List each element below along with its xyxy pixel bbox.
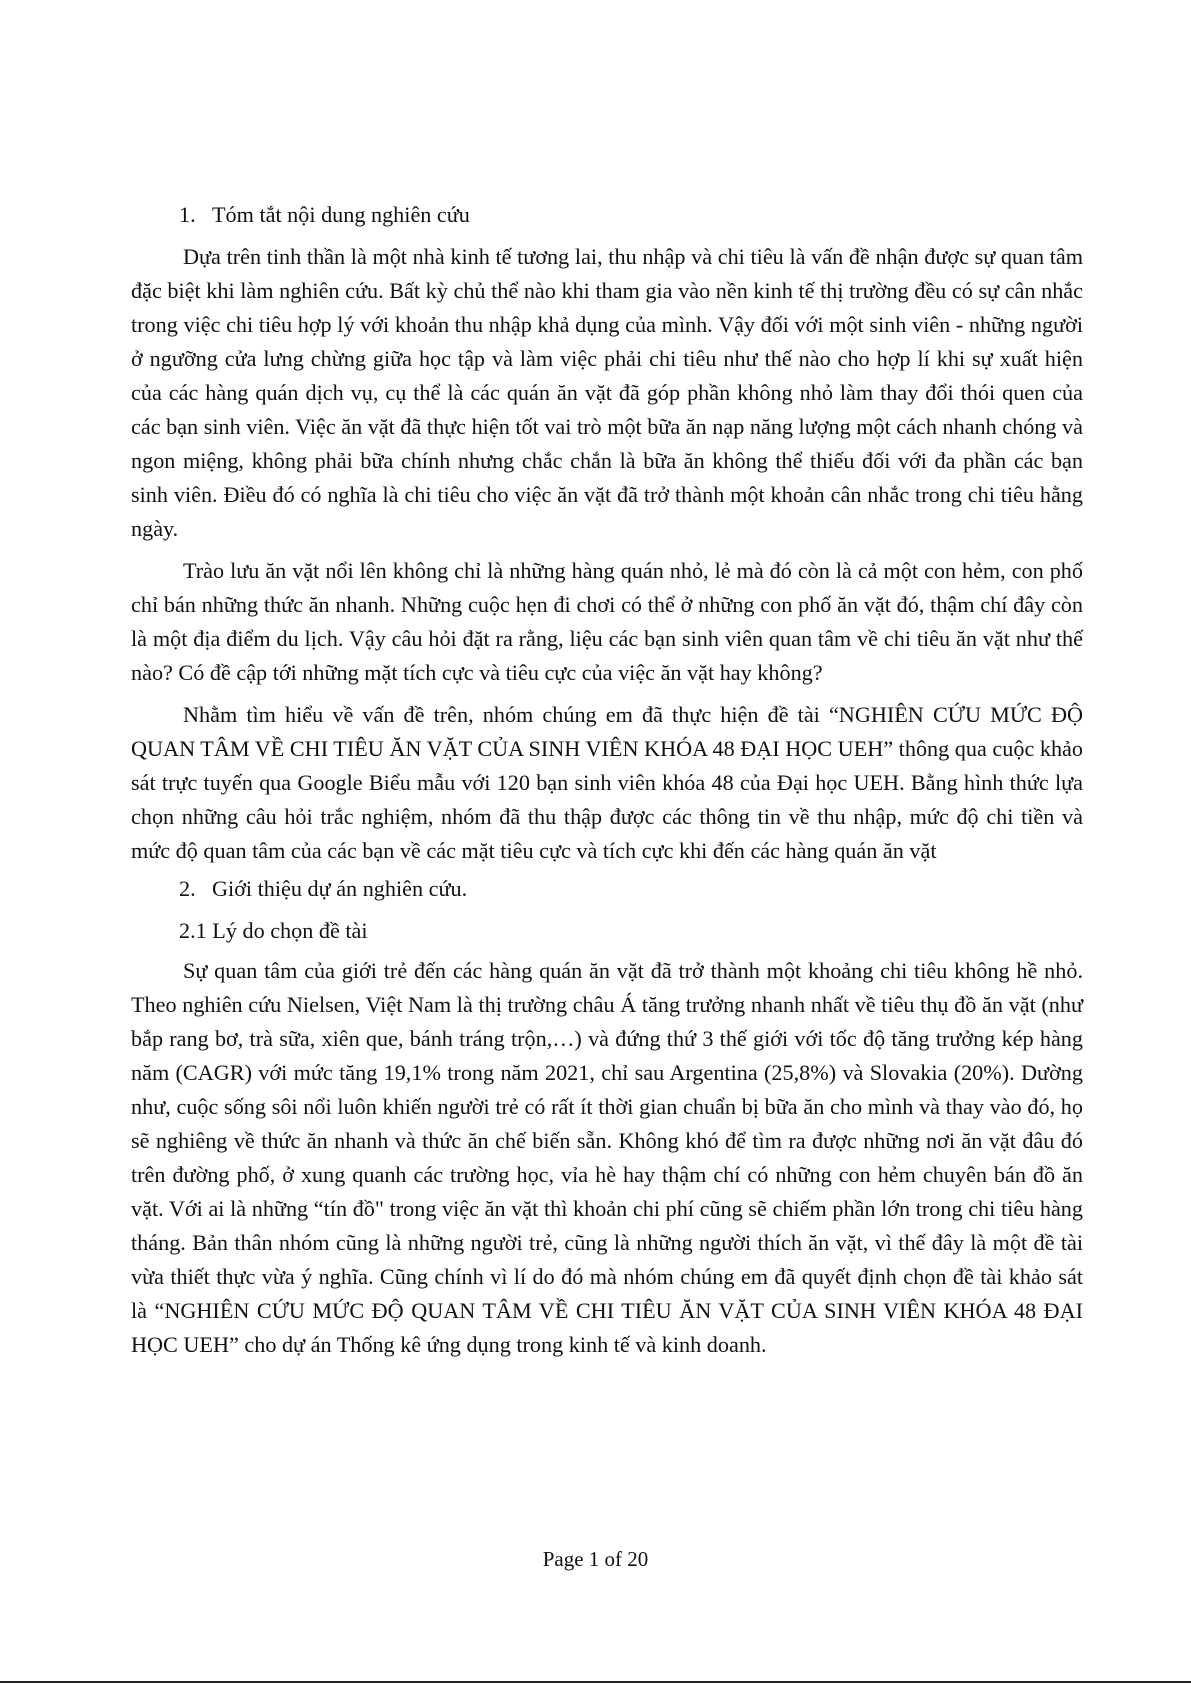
bottom-divider <box>0 1681 1191 1683</box>
section-1-paragraph-1: Dựa trên tinh thần là một nhà kinh tế tương lai, thu nhập và chi tiêu là vấn đề nhận được sự quan tâm đặc biệt khi làm nghiên cứu. Bất kỳ chủ thể nào khi tham gia vào nền kinh tế thị trường đều có sự cân nhắc trong việc chi tiêu hợp lý với khoản thu nhập khả dụng của mình. Vậy đối với một sinh viên - những người ở ngưỡng cửa lưng chừng giữa học tập và làm việc phải chi tiêu như thế nào cho hợp lí khi sự xuất hiện của các hàng quán dịch vụ, cụ thể là các quán ăn vặt đã góp phần không nhỏ làm thay đổi thói quen của các bạn sinh viên. Việc ăn vặt đã thực hiện tốt vai trò một bữa ăn nạp năng lượng một cách nhanh chóng và ngon miệng, không phải bữa chính nhưng chắc chắn là bữa ăn không thể thiếu đối với đa phần các bạn sinh viên. Điều đó có nghĩa là chi tiêu cho việc ăn vặt đã trở thành một khoản cân nhắc trong chi tiêu hằng ngày. <box>131 244 1083 541</box>
section-2-heading <box>131 872 1083 906</box>
section-2-1-paragraph: Sự quan tâm của giới trẻ đến các hàng quán ăn vặt đã trở thành một khoảng chi tiêu không hề nhỏ. Theo nghiên cứu Nielsen, Việt Nam là thị trường châu Á tăng trưởng nhanh nhất về tiêu thụ đồ ăn vặt (như bắp rang bơ, trà sữa, xiên que, bánh tráng trộn,…) và đứng thứ 3 thế giới với tốc độ tăng trưởng kép hàng năm (CAGR) với mức tăng 19,1% trong năm 2021, chỉ sau Argentina (25,8%) và Slovakia (20%). Dường như, cuộc sống sôi nổi luôn khiến người trẻ có rất ít thời gian chuẩn bị bữa ăn cho mình và thay vào đó, họ sẽ nghiêng về thức ăn nhanh và thức ăn chế biến sẵn. Không khó để tìm ra được những nơi ăn vặt đâu đó trên đường phố, ở xung quanh các trường học, vỉa hè hay thậm chí có những con hẻm chuyên bán đồ ăn vặt. Với ai là những “tín đồ" trong việc ăn vặt thì khoản chi phí cũng sẽ chiếm phần lớn trong chi tiêu hàng tháng. Bản thân nhóm cũng là những người trẻ, cũng là những người thích ăn vặt, vì thế đây là một đề tài vừa thiết thực vừa ý nghĩa. Cũng chính vì lí do đó mà nhóm chúng em đã quyết định chọn đề tài khảo sát là “NGHIÊN CỨU MỨC ĐỘ QUAN TÂM VỀ CHI TIÊU ĂN VẶT CỦA SINH VIÊN KHÓA 48 ĐẠI HỌC UEH” cho dự án Thống kê ứng dụng trong kinh tế và kinh doanh. <box>131 958 1083 1357</box>
section-2-title: Giới thiệu dự án nghiên cứu. <box>212 876 468 901</box>
section-1-paragraph-2: Trào lưu ăn vặt nổi lên không chỉ là những hàng quán nhỏ, lẻ mà đó còn là cả một con hẻm, con phố chỉ bán những thức ăn nhanh. Những cuộc hẹn đi chơi có thể ở những con phố ăn vặt đó, thậm chí đây còn là một địa điểm du lịch. Vậy câu hỏi đặt ra rằng, liệu các bạn sinh viên quan tâm về chi tiêu ăn vặt như thế nào? Có đề cập tới những mặt tích cực và tiêu cực của việc ăn vặt hay không? <box>131 558 1083 685</box>
page-content <box>131 198 1083 1370</box>
subsection-2-1-heading: 2.1 Lý do chọn đề tài <box>179 918 368 943</box>
section-2-number: 2. <box>179 876 196 901</box>
section-1-title: Tóm tắt nội dung nghiên cứu <box>212 202 470 227</box>
section-1-number: 1. <box>179 202 196 227</box>
section-1-paragraph-3: Nhằm tìm hiểu về vấn đề trên, nhóm chúng em đã thực hiện đề tài “NGHIÊN CỨU MỨC ĐỘ QUAN TÂM VỀ CHI TIÊU ĂN VẶT CỦA SINH VIÊN KHÓA 48 ĐẠI HỌC UEH” thông qua cuộc khảo sát trực tuyến qua Google Biểu mẫu với 120 bạn sinh viên khóa 48 của Đại học UEH. Bằng hình thức lựa chọn những câu hỏi trắc nghiệm, nhóm đã thu thập được các thông tin về thu nhập, mức độ chi tiền và mức độ quan tâm của các bạn về các mặt tiêu cực và tích cực khi đến các hàng quán ăn vặt <box>131 702 1083 863</box>
section-1-heading <box>131 198 1083 232</box>
page-number-footer: Page 1 of 20 <box>542 1547 649 1571</box>
